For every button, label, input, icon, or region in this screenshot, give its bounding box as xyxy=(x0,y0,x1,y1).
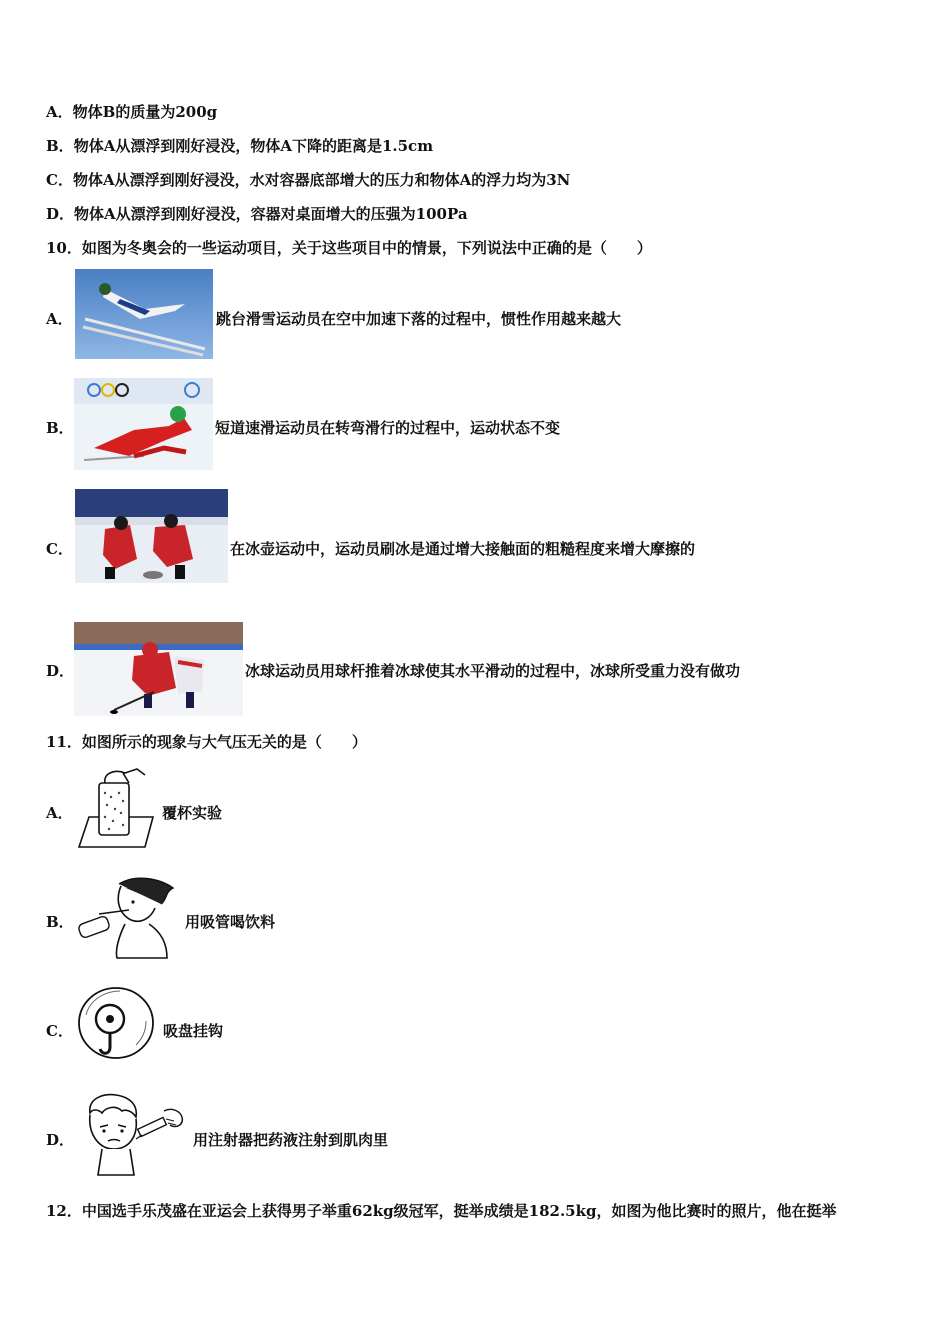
q11-option-b-letter: B． xyxy=(46,913,74,931)
q11-option-d-letter: D． xyxy=(46,1131,75,1149)
suction-hook-sketch xyxy=(76,985,156,1061)
q10-option-b-letter: B． xyxy=(46,419,74,437)
q10-option-d-text: 冰球运动员用球杆推着冰球使其水平滑动的过程中，冰球所受重力没有做功 xyxy=(245,662,741,680)
ice-hockey-photo xyxy=(74,622,243,716)
q12-stem: 12．中国选手乐茂盛在亚运会上获得男子举重62kg级冠军，挺举成绩是182.5kg，如图为他比赛时的照片，他在挺举 xyxy=(46,1202,837,1220)
q11-stem: 11．如图所示的现象与大气压无关的是（ ） xyxy=(46,733,367,751)
q11-option-a-letter: A． xyxy=(46,804,73,822)
injection-sketch xyxy=(76,1093,188,1177)
ski-jumping-photo xyxy=(75,269,213,359)
straw-drinking-sketch xyxy=(75,874,179,960)
q10-option-a-letter: A． xyxy=(46,310,73,328)
q10-option-d-letter: D． xyxy=(46,662,75,680)
speed-skating-photo xyxy=(74,378,213,470)
q10-option-c-letter: C． xyxy=(46,540,73,558)
q11-option-c-letter: C． xyxy=(46,1022,73,1040)
curling-photo xyxy=(75,489,228,583)
q9-option-a: A．物体B的质量为200g xyxy=(46,103,218,121)
q10-stem: 10．如图为冬奥会的一些运动项目，关于这些项目中的情景，下列说法中正确的是（ ） xyxy=(46,239,652,257)
q9-option-c: C．物体A从漂浮到刚好浸没，水对容器底部增大的压力和物体A的浮力均为3N xyxy=(46,171,571,189)
q10-option-b-text: 短道速滑运动员在转弯滑行的过程中，运动状态不变 xyxy=(215,419,561,437)
q10-option-a-text: 跳台滑雪运动员在空中加速下落的过程中，惯性作用越来越大 xyxy=(216,310,622,328)
q9-option-b: B．物体A从漂浮到刚好浸没，物体A下降的距离是1.5cm xyxy=(46,137,434,155)
q11-option-c-text: 吸盘挂钩 xyxy=(163,1022,224,1040)
q11-option-b-text: 用吸管喝饮料 xyxy=(185,913,276,931)
inverted-cup-sketch xyxy=(75,765,157,851)
q9-option-d: D．物体A从漂浮到刚好浸没，容器对桌面增大的压强为100Pa xyxy=(46,205,468,223)
q11-option-a-text: 覆杯实验 xyxy=(162,804,223,822)
q11-option-d-text: 用注射器把药液注射到肌肉里 xyxy=(193,1131,389,1149)
q10-option-c-text: 在冰壶运动中，运动员刷冰是通过增大接触面的粗糙程度来增大摩擦的 xyxy=(230,540,696,558)
